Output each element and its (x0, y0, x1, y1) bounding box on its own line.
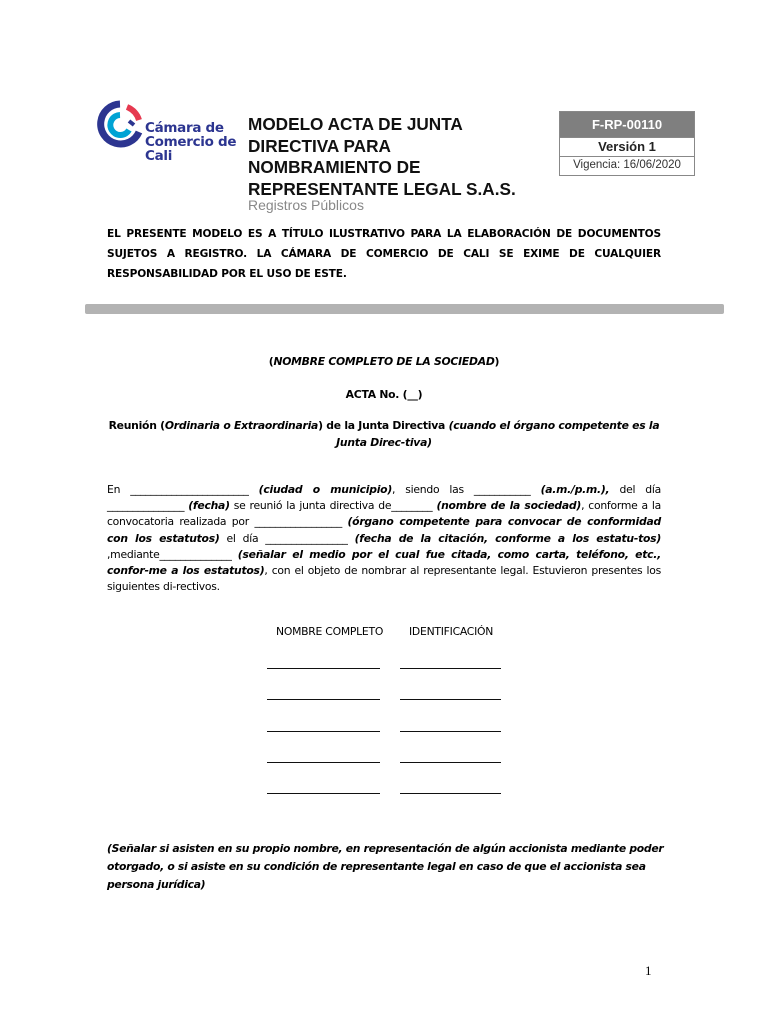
id-line-5 (400, 793, 501, 794)
document-title (248, 114, 548, 200)
logo-line-2: Comercio de (145, 134, 237, 150)
name-line-4 (267, 762, 380, 763)
minutes-paragraph (107, 482, 661, 595)
reunion-part: Ordinaria o Extraordinaria (164, 419, 319, 432)
title-line-4: REPRESENTANTE LEGAL S.A.S. (248, 178, 516, 199)
para-part: ,mediante______________ (107, 547, 238, 561)
soc-open: ( (268, 355, 274, 368)
column-header-id: IDENTIFICACIÓN (409, 625, 494, 638)
name-line-1 (267, 668, 380, 669)
document-code: F-RP-00110 (560, 112, 694, 138)
logo-line-1: Cámara de (145, 120, 224, 136)
page-number: 1 (645, 963, 652, 978)
company-name-heading (107, 355, 661, 368)
separator-bar (85, 304, 724, 314)
name-line-3 (267, 731, 380, 732)
para-part: (fecha) (188, 499, 230, 513)
document-code-box (559, 111, 695, 176)
title-line-3: NOMBRAMIENTO DE (248, 157, 421, 177)
para-part: se reunió la junta directiva de________ (229, 499, 437, 513)
reunion-part: Reunión ( (108, 419, 165, 432)
name-line-2 (267, 699, 380, 700)
title-line-1: MODELO ACTA DE JUNTA (248, 114, 463, 134)
chamber-logo-icon (96, 100, 144, 150)
soc-close: ) (494, 355, 500, 368)
id-line-4 (400, 762, 501, 763)
id-line-2 (400, 699, 501, 700)
para-part: el día ________________ (219, 531, 355, 545)
para-part: del día _______________ (107, 483, 661, 513)
para-part: (ciudad o municipio) (258, 483, 393, 496)
attendance-note: (Señalar si asisten en su propio nombre, en representación de algún accionista mediante poder otorgado, o si asiste en su condición de representante legal en caso de que el accionista sea persona jurídica) (107, 842, 664, 891)
column-header-name: NOMBRE COMPLETO (276, 625, 384, 638)
para-part: (órgano competente para convocar de conformidad con los estatutos) (107, 515, 661, 545)
id-line-1 (400, 668, 501, 669)
para-part: , siendo las ___________ (392, 483, 541, 496)
para-part: (fecha de la citación, conforme a los estatu-tos) (354, 531, 662, 545)
title-line-2: DIRECTIVA PARA (248, 135, 391, 156)
reunion-part: ) de la Junta Directiva (318, 419, 449, 432)
soc-italic: NOMBRE COMPLETO DE LA SOCIEDAD (273, 355, 495, 368)
document-version: Versión 1 (560, 138, 694, 157)
document-subtitle: Registros Públicos (248, 197, 364, 213)
acta-number: ACTA No. (__) (345, 388, 423, 401)
para-part: (señalar el medio por el cual fue citada, como carta, teléfono, etc., confor-me a los estatutos) (107, 547, 662, 578)
logo-text (145, 121, 236, 163)
document-vigencia: Vigencia: 16/06/2020 (573, 159, 681, 171)
name-line-5 (267, 793, 380, 794)
chamber-logo (96, 100, 236, 164)
para-part: En _______________________ (107, 483, 259, 496)
meeting-type (107, 418, 661, 451)
para-part: , conforme a la convocatoria realizada por _________________ (107, 499, 661, 529)
para-part: (nombre de la sociedad) (436, 499, 582, 513)
para-part: (a.m./p.m.), (540, 483, 610, 496)
logo-line-3: Cali (145, 148, 173, 164)
para-part: , con el objeto de nombrar al representante legal. Estuvieron presentes los siguientes di-rectivos. (107, 564, 661, 594)
id-line-3 (400, 731, 501, 732)
disclaimer-text: EL PRESENTE MODELO ES A TÍTULO ILUSTRATIVO PARA LA ELABORACIÓN DE DOCUMENTOS SUJETOS A REGISTRO. LA CÁMARA DE COMERCIO DE CALI SE EXIME DE CUALQUIER RESPONSABILIDAD POR EL USO DE ESTE. (107, 228, 661, 280)
reunion-part: (cuando el órgano competente es la Junta Direc-tiva) (336, 419, 660, 449)
